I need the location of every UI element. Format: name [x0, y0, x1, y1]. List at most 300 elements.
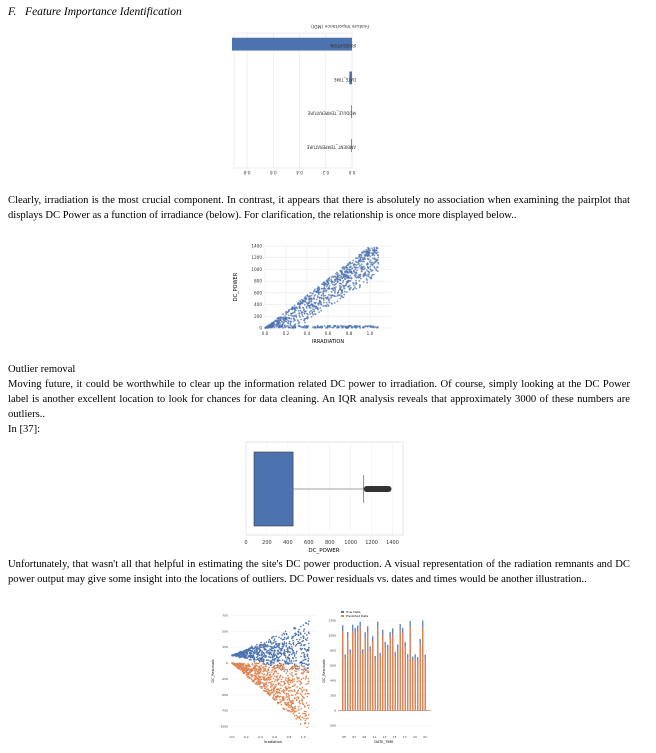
- scatter-point: [288, 327, 290, 329]
- predicted-point: [306, 702, 308, 704]
- scatter-point: [355, 280, 357, 282]
- scatter-point: [295, 325, 297, 327]
- true-point: [269, 660, 271, 662]
- true-point: [297, 666, 299, 668]
- true-point: [297, 643, 299, 645]
- predicted-point: [254, 673, 256, 675]
- scatter-point: [371, 252, 373, 254]
- category-label: MODULE_TEMPERATURE: [307, 110, 356, 116]
- predicted-point: [270, 686, 272, 688]
- true-point: [267, 652, 269, 654]
- true-point: [274, 649, 276, 651]
- left-x-axis-label: Irradiation: [263, 740, 283, 744]
- iqr-box: [254, 452, 293, 526]
- scatter-point: [362, 258, 364, 260]
- scatter-point: [354, 271, 356, 273]
- true-point: [260, 644, 262, 646]
- scatter-point: [368, 273, 370, 275]
- scatter-point: [318, 311, 320, 313]
- true-point: [271, 637, 273, 639]
- predicted-point: [276, 675, 278, 677]
- scatter-point: [310, 298, 312, 300]
- predicted-point: [302, 669, 304, 671]
- predicted-point: [298, 665, 300, 667]
- scatter-point: [375, 326, 377, 328]
- true-point: [308, 657, 310, 659]
- scatter-point: [322, 294, 324, 296]
- scatter-point: [371, 270, 373, 272]
- predicted-point: [298, 669, 300, 671]
- true-point: [296, 633, 298, 635]
- predicted-point: [265, 669, 267, 671]
- scatter-point: [344, 291, 346, 293]
- scatter-point: [351, 278, 353, 280]
- true-point: [286, 638, 288, 640]
- predicted-point: [308, 704, 310, 706]
- predicted-point: [292, 682, 294, 684]
- predicted-point: [264, 690, 266, 692]
- scatter-point: [342, 281, 344, 283]
- true-point: [256, 656, 258, 658]
- scatter-point: [281, 321, 283, 323]
- scatter-point: [341, 277, 343, 279]
- scatter-point: [326, 297, 328, 299]
- predicted-point: [280, 688, 282, 690]
- true-point: [291, 660, 293, 662]
- scatter-point: [359, 274, 361, 276]
- true-point: [303, 628, 305, 630]
- true-point: [284, 641, 286, 643]
- true-point: [243, 650, 245, 652]
- predicted-point: [263, 674, 265, 676]
- predicted-point: [291, 674, 293, 676]
- scatter-point: [377, 327, 379, 329]
- predicted-point: [286, 672, 288, 674]
- true-point: [296, 639, 298, 641]
- true-point: [263, 644, 265, 646]
- predicted-point: [308, 707, 310, 709]
- predicted-point: [265, 682, 267, 684]
- scatter-point: [373, 247, 375, 249]
- scatter-point: [374, 257, 376, 259]
- predicted-point: [288, 677, 290, 679]
- predicted-point: [273, 694, 275, 696]
- predicted-point: [277, 664, 279, 666]
- scatter-point: [288, 314, 290, 316]
- true-point: [280, 638, 282, 640]
- scatter-point: [293, 320, 295, 322]
- scatter-point: [318, 326, 320, 328]
- scatter-point: [324, 295, 326, 297]
- predicted-point: [297, 716, 299, 718]
- scatter-point: [356, 277, 358, 279]
- scatter-point: [363, 275, 365, 277]
- true-point: [250, 647, 252, 649]
- predicted-point: [294, 715, 296, 717]
- y-tick-label: 1400: [251, 243, 262, 249]
- predicted-point: [236, 663, 238, 665]
- predicted-point: [292, 685, 294, 687]
- scatter-point: [363, 326, 365, 328]
- scatter-point: [361, 255, 363, 257]
- true-point: [279, 643, 281, 645]
- predicted-point: [279, 677, 281, 679]
- true-point: [283, 643, 285, 645]
- predicted-point: [290, 668, 292, 670]
- true-point: [284, 649, 286, 651]
- true-point: [287, 652, 289, 654]
- predicted-point: [242, 665, 244, 667]
- scatter-point: [295, 310, 297, 312]
- true-point: [300, 642, 302, 644]
- true-point: [303, 655, 305, 657]
- predicted-point: [293, 681, 295, 683]
- scatter-point: [331, 282, 333, 284]
- x-tick-label: 0.8: [243, 170, 251, 175]
- scatter-point: [275, 326, 277, 328]
- true-point: [307, 637, 309, 639]
- predicted-point: [253, 675, 255, 677]
- predicted-point: [278, 665, 280, 667]
- predicted-point: [265, 678, 267, 680]
- scatter-point: [324, 325, 326, 327]
- scatter-point: [366, 282, 368, 284]
- code-cell-ref: In [37]:: [8, 424, 41, 435]
- scatter-point: [370, 277, 372, 279]
- predicted-point: [304, 705, 306, 707]
- predicted-point: [273, 678, 275, 680]
- scatter-point: [292, 309, 294, 311]
- predicted-point: [267, 685, 269, 687]
- predicted-point: [301, 700, 303, 702]
- predicted-point: [279, 674, 281, 676]
- predicted-point: [294, 690, 296, 692]
- scatter-point: [376, 266, 378, 268]
- predicted-bar: [407, 658, 408, 710]
- predicted-point: [299, 687, 301, 689]
- scatter-point: [324, 305, 326, 307]
- scatter-point: [272, 323, 274, 325]
- scatter-point: [343, 294, 345, 296]
- scatter-point: [375, 269, 377, 271]
- true-point: [283, 633, 285, 635]
- scatter-point: [359, 265, 361, 267]
- predicted-point: [260, 677, 262, 679]
- y-tick-label: 400: [330, 678, 336, 683]
- scatter-point: [346, 272, 348, 274]
- scatter-point: [312, 293, 314, 295]
- true-point: [275, 641, 277, 643]
- scatter-point: [319, 307, 321, 309]
- predicted-point: [263, 666, 265, 668]
- predicted-point: [262, 663, 264, 665]
- true-point: [271, 646, 273, 648]
- predicted-point: [308, 723, 310, 725]
- predicted-point: [268, 690, 270, 692]
- section-heading: [8, 6, 182, 18]
- x-tick-labels: [262, 331, 374, 336]
- x-tick-label: 0.4: [303, 331, 311, 336]
- true-point: [242, 655, 244, 657]
- scatter-point: [359, 285, 361, 287]
- predicted-point: [296, 696, 298, 698]
- true-point: [286, 658, 288, 660]
- true-point: [272, 642, 274, 644]
- scatter-point: [317, 290, 319, 292]
- true-point: [308, 647, 310, 649]
- true-point: [300, 626, 302, 628]
- x-tick-label: 200: [262, 540, 272, 546]
- true-point: [266, 659, 268, 661]
- scatter-point: [355, 261, 357, 263]
- predicted-point: [276, 699, 278, 701]
- true-point: [285, 651, 287, 653]
- x-tick-label: 1200: [365, 540, 378, 546]
- y-axis-label: DC_POWER: [233, 272, 239, 302]
- true-point: [295, 645, 297, 647]
- predicted-point: [276, 667, 278, 669]
- predicted-point: [302, 713, 304, 715]
- true-point: [255, 646, 257, 648]
- true-point: [303, 630, 305, 632]
- x-tick-label: 400: [283, 540, 293, 546]
- predicted-point: [268, 678, 270, 680]
- predicted-point: [267, 691, 269, 693]
- scatter-point: [343, 296, 345, 298]
- predicted-bar: [415, 658, 416, 710]
- predicted-point: [287, 699, 289, 701]
- legend-swatch-predicted: [341, 615, 344, 617]
- predicted-point: [280, 663, 282, 665]
- true-point: [256, 644, 258, 646]
- predicted-point: [245, 670, 247, 672]
- predicted-point: [261, 686, 263, 688]
- true-point: [305, 622, 307, 624]
- y-tick-label: 1200: [251, 255, 262, 261]
- scatter-point: [304, 322, 306, 324]
- true-point: [272, 646, 274, 648]
- outlier-title: Outlier removal: [8, 364, 76, 375]
- predicted-point: [292, 666, 294, 668]
- scatter-point: [274, 320, 276, 322]
- predicted-point: [261, 673, 263, 675]
- predicted-point: [276, 691, 278, 693]
- predicted-bar: [345, 658, 346, 710]
- scatter-point: [331, 291, 333, 293]
- true-point: [308, 643, 310, 645]
- true-point: [301, 652, 303, 654]
- scatter-point: [312, 304, 314, 306]
- scatter-point: [313, 306, 315, 308]
- scatter-point: [309, 295, 311, 297]
- true-point: [308, 648, 310, 650]
- predicted-point: [296, 668, 298, 670]
- predicted-point: [273, 689, 275, 691]
- true-point: [303, 652, 305, 654]
- predicted-point: [298, 697, 300, 699]
- scatter-point: [369, 266, 371, 268]
- scatter-point: [356, 325, 358, 327]
- true-point: [282, 659, 284, 661]
- predicted-point: [300, 719, 302, 721]
- predicted-point: [296, 686, 298, 688]
- x-tick-label: 05: [342, 735, 346, 739]
- x-tick-label: 15: [392, 735, 397, 739]
- predicted-point: [294, 706, 296, 708]
- y-tick-label: -250: [221, 676, 228, 681]
- scatter-point: [355, 288, 357, 290]
- scatter-point: [377, 251, 379, 253]
- scatter-point: [333, 281, 335, 283]
- x-tick-label: 1000: [344, 540, 358, 546]
- predicted-point: [274, 686, 276, 688]
- predicted-point: [295, 673, 297, 675]
- predicted-point: [303, 671, 305, 673]
- scatter-point: [340, 283, 342, 285]
- predicted-point: [308, 681, 310, 683]
- scatter-point: [285, 320, 287, 322]
- scatter-point: [331, 327, 333, 329]
- true-point: [273, 659, 275, 661]
- predicted-point: [258, 667, 260, 669]
- true-point: [274, 654, 276, 656]
- predicted-point: [287, 682, 289, 684]
- scatter-point: [374, 249, 376, 251]
- x-tick-label: 17: [402, 735, 407, 739]
- predicted-point: [303, 677, 305, 679]
- predicted-point: [307, 678, 309, 680]
- predicted-point: [256, 673, 258, 675]
- true-point: [281, 642, 283, 644]
- scatter-point: [322, 305, 324, 307]
- predicted-point: [266, 670, 268, 672]
- scatter-point: [296, 316, 298, 318]
- predicted-point: [255, 675, 257, 677]
- scatter-point: [317, 309, 319, 311]
- true-point: [274, 638, 276, 640]
- predicted-bar: [382, 635, 383, 710]
- predicted-point: [292, 707, 294, 709]
- predicted-point: [263, 671, 265, 673]
- scatter-point: [302, 300, 304, 302]
- scatter-point: [368, 271, 370, 273]
- scatter-point: [344, 272, 346, 274]
- scatter-point: [300, 310, 302, 312]
- true-point: [288, 662, 290, 664]
- scatter-point: [334, 325, 336, 327]
- scatter-point: [346, 291, 348, 293]
- true-point: [284, 660, 286, 662]
- scatter-point: [320, 310, 322, 312]
- predicted-point: [304, 713, 306, 715]
- predicted-point: [246, 672, 248, 674]
- true-point: [263, 660, 265, 662]
- true-point: [251, 655, 253, 657]
- predicted-point: [284, 693, 286, 695]
- scatter-point: [279, 322, 281, 324]
- true-point: [276, 656, 278, 658]
- predicted-point: [286, 708, 288, 710]
- true-point: [291, 662, 293, 664]
- true-point: [263, 646, 265, 648]
- predicted-point: [232, 662, 234, 664]
- scatter-point: [317, 325, 319, 327]
- x-tick-label: 09: [362, 735, 367, 739]
- predicted-point: [297, 692, 299, 694]
- scatter-point: [277, 321, 279, 323]
- predicted-point: [282, 697, 284, 699]
- y-tick-label: 500: [222, 629, 228, 634]
- predicted-point: [238, 666, 240, 668]
- true-point: [274, 645, 276, 647]
- scatter-point: [337, 295, 339, 297]
- predicted-point: [302, 717, 304, 719]
- true-point: [289, 660, 291, 662]
- predicted-point: [288, 693, 290, 695]
- true-point: [279, 660, 281, 662]
- scatter-point: [360, 258, 362, 260]
- scatter-point: [289, 327, 291, 329]
- y-tick-label: -500: [221, 692, 228, 697]
- predicted-point: [298, 701, 300, 703]
- scatter-point: [364, 271, 366, 273]
- scatter-point: [353, 284, 355, 286]
- true-point: [235, 655, 237, 657]
- scatter-point: [369, 256, 371, 258]
- predicted-point: [272, 697, 274, 699]
- true-point: [270, 664, 272, 666]
- scatter-point: [359, 256, 361, 258]
- true-point: [259, 657, 261, 659]
- y-tick-label: 750: [222, 613, 228, 618]
- scatter-point: [328, 288, 330, 290]
- predicted-bar: [392, 634, 393, 710]
- scatter-point: [340, 293, 342, 295]
- scatter-point: [355, 282, 357, 284]
- x-tick-label: 07: [352, 735, 357, 739]
- scatter-point: [304, 313, 306, 315]
- predicted-point: [299, 717, 301, 719]
- scatter-point: [322, 290, 324, 292]
- true-point: [305, 649, 307, 651]
- scatter-point: [317, 303, 319, 305]
- true-point: [263, 656, 265, 658]
- predicted-point: [256, 668, 258, 670]
- feature-importance-chart: [232, 20, 422, 178]
- predicted-bar: [402, 634, 403, 711]
- predicted-point: [303, 696, 305, 698]
- scatter-point: [302, 307, 304, 309]
- predicted-point: [274, 681, 276, 683]
- predicted-point: [259, 666, 261, 668]
- predicted-point: [305, 678, 307, 680]
- scatter-point: [275, 324, 277, 326]
- true-point: [303, 662, 305, 664]
- predicted-bar: [370, 651, 371, 711]
- true-point: [268, 650, 270, 652]
- true-point: [253, 659, 255, 661]
- predicted-point: [271, 671, 273, 673]
- predicted-bar: [425, 659, 426, 711]
- true-point: [275, 636, 277, 638]
- true-point: [261, 646, 263, 648]
- scatter-point: [328, 294, 330, 296]
- predicted-point: [301, 678, 303, 680]
- scatter-point: [315, 307, 317, 309]
- predicted-point: [301, 665, 303, 667]
- true-point: [286, 648, 288, 650]
- predicted-point: [285, 677, 287, 679]
